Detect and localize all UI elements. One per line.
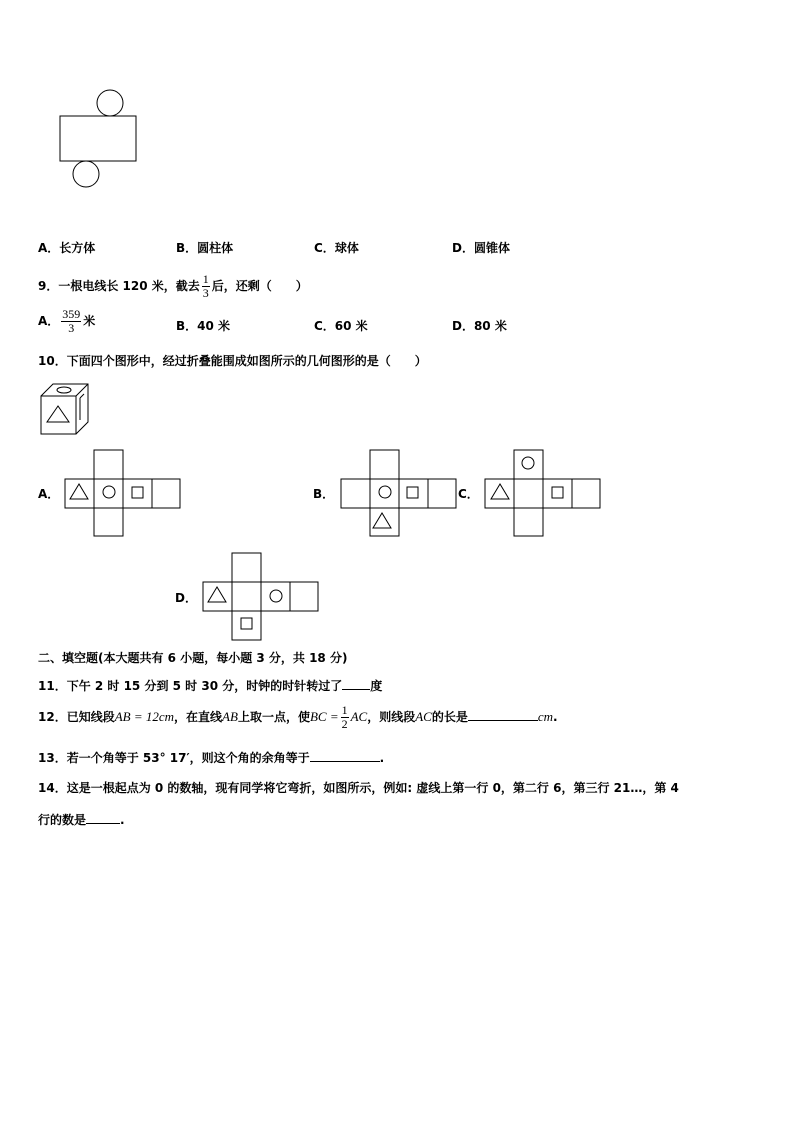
fraction: $\frac{359}{3}$: [62, 307, 81, 335]
q8-option-b[interactable]: B．圆柱体: [176, 241, 234, 255]
answer-blank[interactable]: [342, 677, 370, 690]
q10-option-d-label[interactable]: D．: [175, 591, 197, 605]
section-2-title: 二、填空题(本大题共有 6 小题，每小题 3 分，共 18 分): [38, 651, 348, 665]
q8-option-c[interactable]: C．球体: [314, 241, 359, 255]
q10-option-b-label[interactable]: B．: [313, 487, 335, 501]
q8-option-a[interactable]: A．长方体: [38, 241, 96, 255]
q9-option-a[interactable]: A． $\frac{359}{3}$ 米: [38, 307, 96, 335]
fraction: $\frac{1}{3}$: [202, 272, 209, 300]
fraction: $\frac{1}{2}$: [341, 703, 348, 731]
q13-question: 13．若一个角等于 53° 17′，则这个角的余角等于 .: [38, 751, 385, 765]
answer-blank[interactable]: [468, 708, 538, 721]
answer-blank[interactable]: [86, 811, 120, 824]
q9-option-b[interactable]: B．40 米: [176, 319, 231, 333]
q11-question: 11．下午 2 时 15 分到 5 时 30 分，时钟的时针转过了 度: [38, 679, 383, 693]
q10-option-c-label[interactable]: C．: [458, 487, 479, 501]
q10-option-a-label[interactable]: A．: [38, 487, 60, 501]
answer-blank[interactable]: [310, 749, 380, 762]
q9-option-d[interactable]: D．80 米: [452, 319, 507, 333]
q9-option-c[interactable]: C．60 米: [314, 319, 368, 333]
q14-question-line1: 14．这是一根起点为 0 的数轴，现有同学将它弯折，如图所示，例如: 虚线上第一行 0，第二行 6，第三行 21…，第 4: [38, 781, 679, 795]
q14-question-line2: 行的数是 .: [38, 813, 125, 827]
q8-option-d[interactable]: D．圆锥体: [452, 241, 510, 255]
q12-question: 12．已知线段AB = 12cm，在直线AB上取一点，使BC = $\frac{1}{2}$ AC，则线段AC的长是 cm.: [38, 703, 558, 731]
q10-question: 10．下面四个图形中，经过折叠能围成如图所示的几何图形的是（ ）: [38, 354, 427, 368]
q9-question: 9．一根电线长 120 米，截去 $\frac{1}{3}$ 后，还剩（ ）: [38, 272, 308, 300]
